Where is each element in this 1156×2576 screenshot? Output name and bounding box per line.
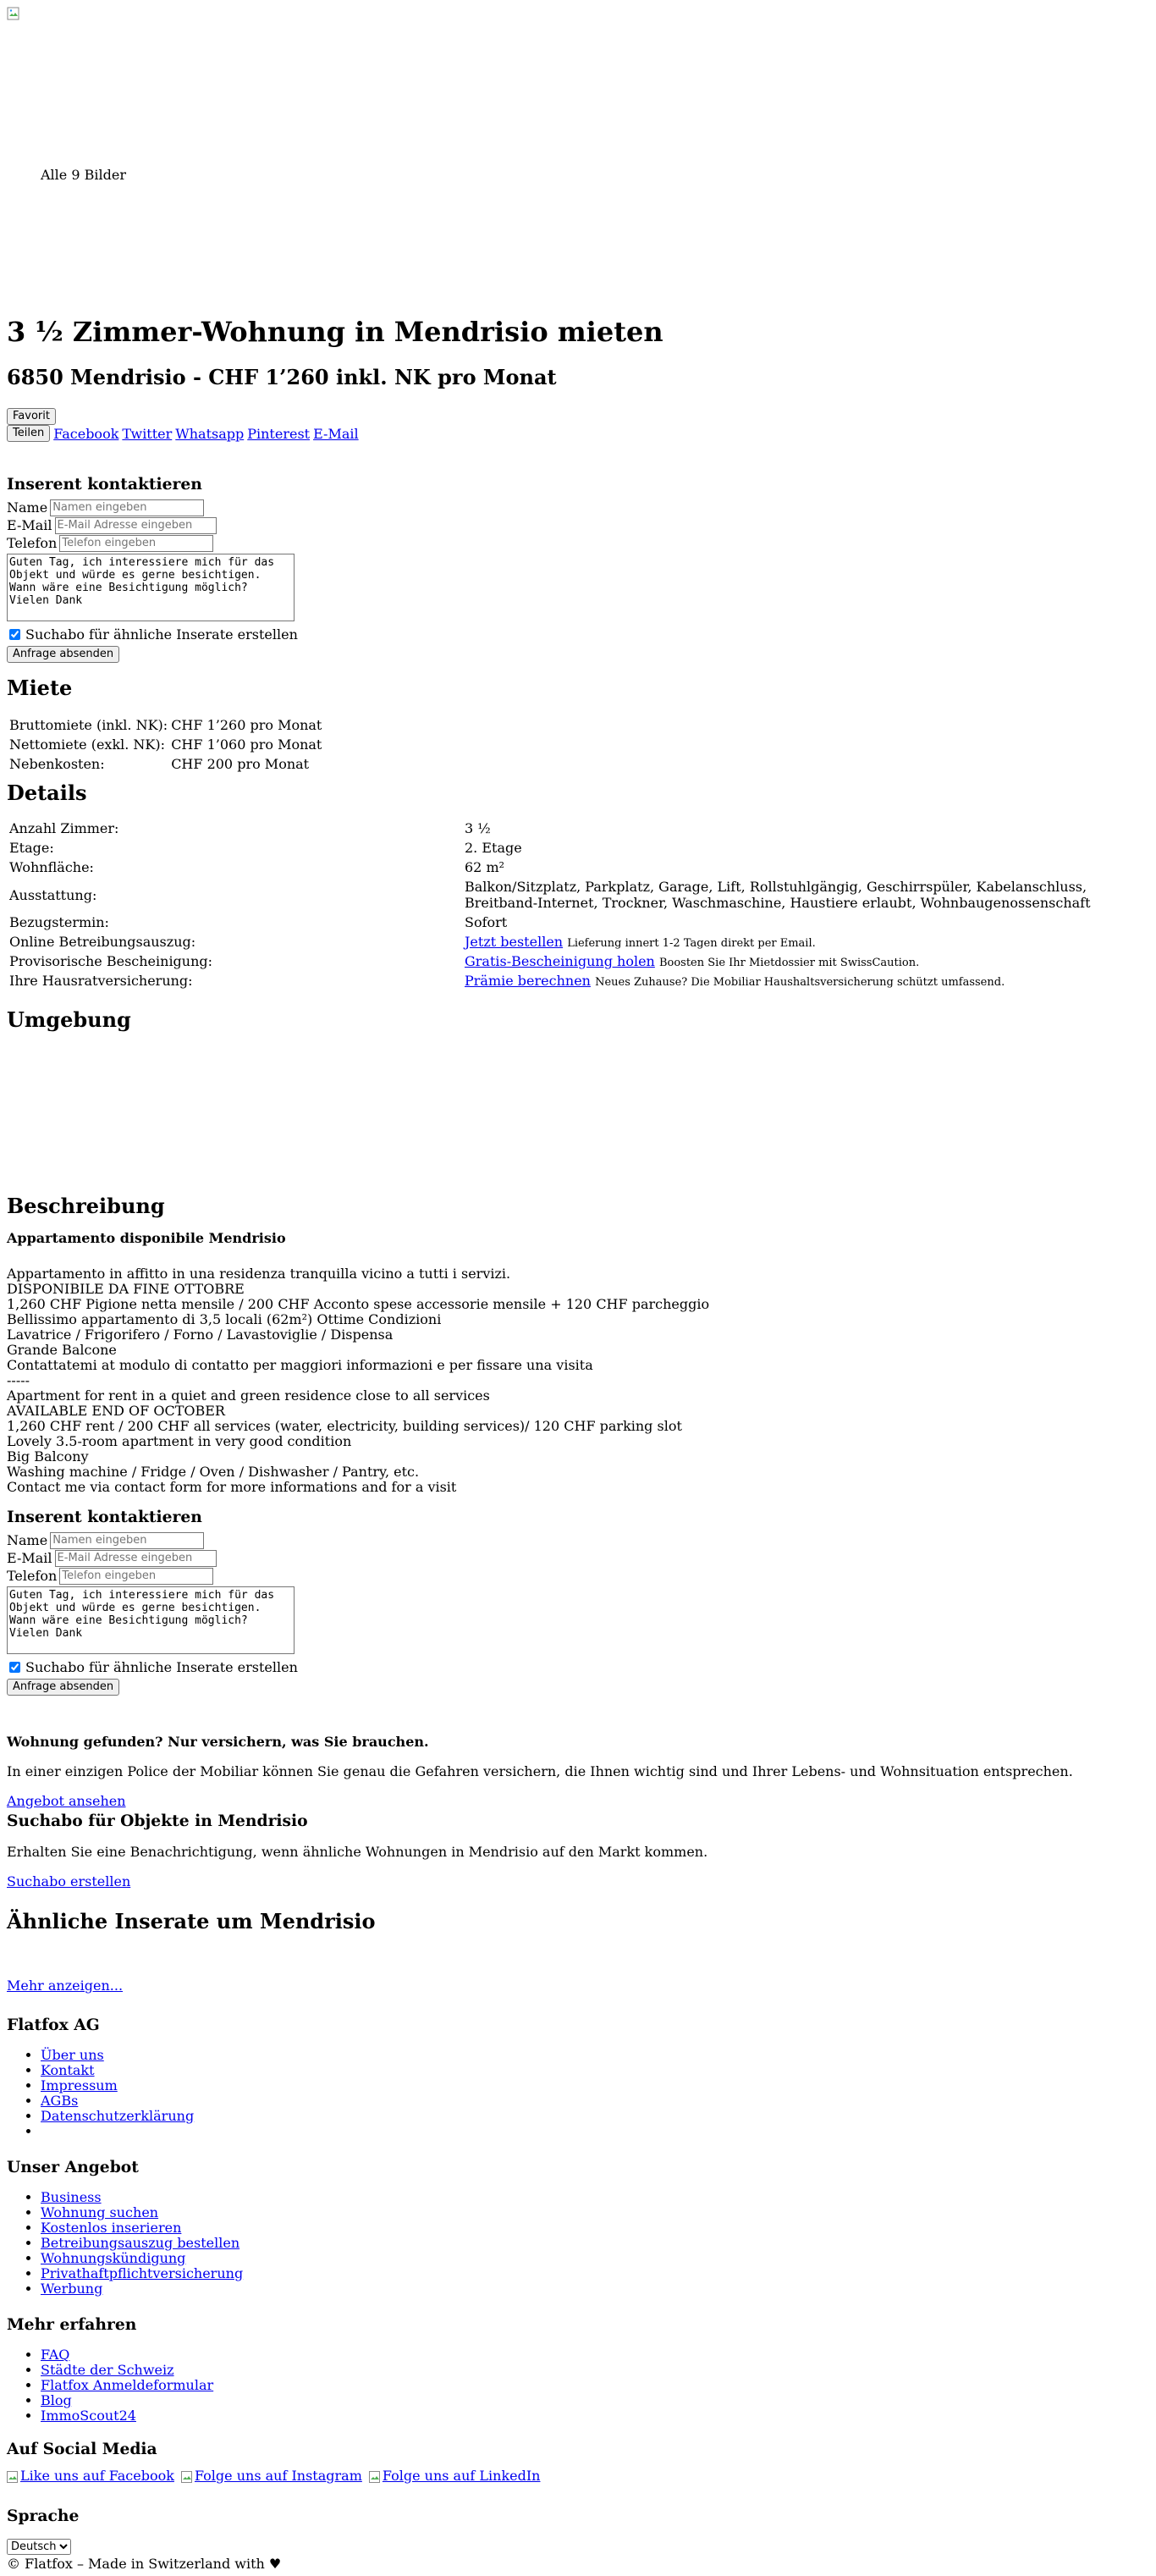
similar-listings-title: Ähnliche Inserate um Mendrisio xyxy=(7,1909,376,1933)
detail-value: Balkon/Sitzplatz, Parkplatz, Garage, Lift, Rollstuhlgängig, Geschirrspüler, Kabelanschluss, Breitband-Internet, Trockner, Waschmaschine, Haustiere erlaubt, Wohnbaugenossenschaft xyxy=(465,879,1091,911)
linkedin-icon xyxy=(369,2470,381,2482)
detail-value: 3 ½ xyxy=(465,820,491,836)
rent-label: Bruttomiete (inkl. NK): xyxy=(9,717,168,733)
instagram-link[interactable] xyxy=(181,2468,362,2484)
contact-form-bottom xyxy=(7,1531,298,1696)
subscription-label: Suchabo für ähnliche Inserate erstellen xyxy=(25,1659,298,1675)
description-line: Bellissimo appartamento di 3,5 locali (62m²) Ottime Condizioni xyxy=(7,1311,442,1327)
message-textarea[interactable] xyxy=(7,554,295,621)
footer-learn xyxy=(7,2315,213,2424)
phone-label: Telefon xyxy=(7,1568,58,1584)
contact-form-title: Inserent kontaktieren xyxy=(7,475,202,494)
listing-subtitle: 6850 Mendrisio - CHF 1’260 inkl. NK pro Monat xyxy=(7,365,557,389)
contact-form-title: Inserent kontaktieren xyxy=(7,1508,202,1526)
swiss-cities-link[interactable]: Städte der Schweiz xyxy=(41,2362,174,2378)
social-links xyxy=(7,2468,540,2484)
share-pinterest-link[interactable]: Pinterest xyxy=(247,425,311,442)
free-listing-link[interactable]: Kostenlos inserieren xyxy=(41,2220,182,2236)
detail-note: Boosten Sie Ihr Mietdossier mit SwissCaution. xyxy=(658,957,920,969)
submit-inquiry-button[interactable]: Anfrage absenden xyxy=(7,1679,119,1696)
linkedin-link[interactable] xyxy=(369,2468,541,2484)
search-subscription-text: Erhalten Sie eine Benachrichtigung, wenn ähnliche Wohnungen in Mendrisio auf den Markt kommen. xyxy=(7,1844,708,1860)
description-line: Big Balcony xyxy=(7,1448,89,1465)
description-line: 1,260 CHF rent / 200 CHF all services (water, electricity, building services)/ 120 CHF parking slot xyxy=(7,1418,682,1434)
footer-company xyxy=(7,2016,194,2139)
description-line: ----- xyxy=(7,1372,30,1388)
facebook-icon xyxy=(7,2470,19,2482)
description-line: 1,260 CHF Pigione netta mensile / 200 CHF Acconto spese accessorie mensile + 120 CHF parcheggio xyxy=(7,1296,710,1312)
advertising-link[interactable]: Werbung xyxy=(41,2281,103,2297)
share-twitter-link[interactable]: Twitter xyxy=(122,425,173,442)
insurance-promo xyxy=(7,1734,1073,1809)
description-heading: Appartamento disponibile Mendrisio xyxy=(7,1230,286,1246)
faq-link[interactable]: FAQ xyxy=(41,2347,70,2363)
insurance-text: In einer einzigen Police der Mobiliar können Sie genau die Gefahren versichern, die Ihnen wichtig sind und Ihrer Lebens- und Wohnsituation entsprechen. xyxy=(7,1763,1073,1779)
immoscout24-link[interactable]: ImmoScout24 xyxy=(41,2408,136,2424)
email-label: E-Mail xyxy=(7,1550,52,1566)
footer-company-title: Flatfox AG xyxy=(7,2016,100,2034)
rent-label: Nebenkosten: xyxy=(9,756,105,772)
description-line: Contattatemi at modulo di contatto per maggiori informazioni e per fissare una visita xyxy=(7,1357,593,1373)
detail-label: Anzahl Zimmer: xyxy=(9,820,119,836)
search-subscription-promo xyxy=(7,1812,707,1889)
contact-link[interactable]: Kontakt xyxy=(41,2062,95,2078)
linkedin-link-label: Folge uns auf LinkedIn xyxy=(382,2468,541,2484)
description-body xyxy=(7,1231,709,1495)
description-line: DISPONIBILE DA FINE OTTOBRE xyxy=(7,1281,245,1297)
rent-label: Nettomiete (exkl. NK): xyxy=(9,736,166,753)
details-section-title: Details xyxy=(7,781,87,805)
table-row xyxy=(8,858,1148,876)
contact-form xyxy=(7,499,298,663)
email-input[interactable] xyxy=(55,517,217,534)
facebook-link-label: Like uns auf Facebook xyxy=(20,2468,174,2484)
detail-value: Sofort xyxy=(465,914,508,930)
table-row xyxy=(8,819,1148,837)
rent-value: CHF 200 pro Monat xyxy=(171,756,310,772)
subscription-label: Suchabo für ähnliche Inserate erstellen xyxy=(25,626,298,643)
detail-label: Etage: xyxy=(9,840,54,856)
detail-value: 62 m² xyxy=(465,859,505,875)
share-whatsapp-link[interactable]: Whatsapp xyxy=(175,425,245,442)
show-more-link[interactable]: Mehr anzeigen... xyxy=(7,1978,124,1994)
name-input[interactable] xyxy=(50,499,204,516)
about-link[interactable]: Über uns xyxy=(41,2047,104,2063)
registration-form-link[interactable]: Flatfox Anmeldeformular xyxy=(41,2377,214,2393)
broken-image-icon xyxy=(7,7,20,20)
detail-note: Lieferung innert 1-2 Tagen direkt per Email. xyxy=(567,937,816,950)
footer-language-title: Sprache xyxy=(7,2507,80,2525)
footer-learn-title: Mehr erfahren xyxy=(7,2315,137,2334)
calculate-premium-link[interactable]: Prämie berechnen xyxy=(465,973,591,989)
search-apartment-link[interactable]: Wohnung suchen xyxy=(41,2204,159,2220)
blog-link[interactable]: Blog xyxy=(41,2392,72,2408)
business-link[interactable]: Business xyxy=(41,2189,102,2205)
description-line: Washing machine / Fridge / Oven / Dishwasher / Pantry, etc. xyxy=(7,1464,420,1480)
share-facebook-link[interactable]: Facebook xyxy=(53,425,119,442)
lease-termination-link[interactable]: Wohnungskündigung xyxy=(41,2250,186,2266)
footer-social-title: Auf Social Media xyxy=(7,2440,157,2458)
description-line: Grande Balcone xyxy=(7,1342,117,1358)
footer-offer-title: Unser Angebot xyxy=(7,2158,139,2176)
detail-label: Provisorische Bescheinigung: xyxy=(9,953,213,969)
phone-input[interactable] xyxy=(59,1568,213,1585)
description-section-title: Beschreibung xyxy=(7,1194,165,1218)
table-row xyxy=(8,736,322,753)
description-line: Contact me via contact form for more informations and for a visit xyxy=(7,1479,457,1495)
phone-label: Telefon xyxy=(7,535,58,551)
table-row xyxy=(8,972,1148,990)
submit-inquiry-button[interactable]: Anfrage absenden xyxy=(7,646,119,663)
table-row xyxy=(8,839,1148,857)
instagram-link-label: Folge uns auf Instagram xyxy=(194,2468,362,2484)
description-line: Appartamento in affitto in una residenza tranquilla vicino a tutti i servizi. xyxy=(7,1266,511,1282)
phone-input[interactable] xyxy=(59,535,213,552)
map-area[interactable] xyxy=(7,1038,1149,1190)
copyright: © Flatfox – Made in Switzerland with ♥ xyxy=(7,2556,282,2572)
insurance-title: Wohnung gefunden? Nur versichern, was Sie brauchen. xyxy=(7,1734,429,1750)
facebook-link[interactable] xyxy=(7,2468,174,2484)
privacy-link[interactable]: Datenschutzerklärung xyxy=(41,2108,195,2124)
search-subscription-title: Suchabo für Objekte in Mendrisio xyxy=(7,1812,308,1830)
name-input[interactable] xyxy=(50,1532,204,1549)
favorite-button[interactable]: Favorit xyxy=(7,408,56,425)
create-search-subscription-link[interactable]: Suchabo erstellen xyxy=(7,1873,131,1889)
detail-label: Ihre Hausratversicherung: xyxy=(9,973,193,989)
provisional-certificate-link[interactable]: Gratis-Bescheinigung holen xyxy=(465,953,655,969)
name-label: Name xyxy=(7,1532,48,1548)
detail-value: 2. Etage xyxy=(465,840,522,856)
name-label: Name xyxy=(7,499,48,516)
imprint-link[interactable]: Impressum xyxy=(41,2077,118,2093)
order-debt-extract-link[interactable]: Jetzt bestellen xyxy=(465,934,564,950)
message-textarea[interactable] xyxy=(7,1586,295,1654)
subscription-checkbox[interactable] xyxy=(9,1662,20,1673)
terms-link[interactable]: AGBs xyxy=(41,2093,79,2109)
description-line: Apartment for rent in a quiet and green residence close to all services xyxy=(7,1387,490,1404)
surroundings-section-title: Umgebung xyxy=(7,1007,131,1032)
rent-value: CHF 1’260 pro Monat xyxy=(171,717,322,733)
detail-label: Wohnfläche: xyxy=(9,859,94,875)
details-table xyxy=(7,818,1149,991)
detail-note: Neues Zuhause? Die Mobiliar Haushaltsversicherung schützt umfassend. xyxy=(595,976,1005,989)
table-row xyxy=(8,755,322,773)
table-row xyxy=(8,933,1148,951)
table-row xyxy=(8,716,322,734)
footer-offer xyxy=(7,2158,243,2297)
detail-label: Bezugstermin: xyxy=(9,914,109,930)
hero-image xyxy=(7,7,20,20)
description-line: AVAILABLE END OF OCTOBER xyxy=(7,1403,225,1419)
share-button[interactable]: Teilen xyxy=(7,425,50,442)
subscription-checkbox[interactable] xyxy=(9,629,20,640)
description-line: Lavatrice / Frigorifero / Forno / Lavastoviglie / Dispensa xyxy=(7,1327,394,1343)
order-debt-extract-footer-link[interactable]: Betreibungsauszug bestellen xyxy=(41,2235,240,2251)
rent-table xyxy=(7,714,324,775)
email-label: E-Mail xyxy=(7,517,52,533)
email-input[interactable] xyxy=(55,1550,217,1567)
table-row xyxy=(8,952,1148,970)
rent-value: CHF 1’060 pro Monat xyxy=(171,736,322,753)
share-bar xyxy=(7,425,359,442)
view-offer-link[interactable]: Angebot ansehen xyxy=(7,1793,126,1809)
instagram-icon xyxy=(181,2470,193,2482)
table-row xyxy=(8,913,1148,931)
page-title: 3 ½ Zimmer-Wohnung in Mendrisio mieten xyxy=(7,316,663,348)
language-select[interactable] xyxy=(7,2539,71,2555)
detail-label: Ausstattung: xyxy=(9,886,97,903)
detail-label: Online Betreibungsauszug: xyxy=(9,934,196,950)
liability-insurance-link[interactable]: Privathaftpflichtversicherung xyxy=(41,2265,244,2281)
table-row xyxy=(8,878,1148,912)
description-line: Lovely 3.5-room apartment in very good condition xyxy=(7,1433,352,1449)
rent-section-title: Miete xyxy=(7,676,73,700)
share-email-link[interactable]: E-Mail xyxy=(313,425,359,442)
all-images-button[interactable]: Alle 9 Bilder xyxy=(41,167,126,183)
